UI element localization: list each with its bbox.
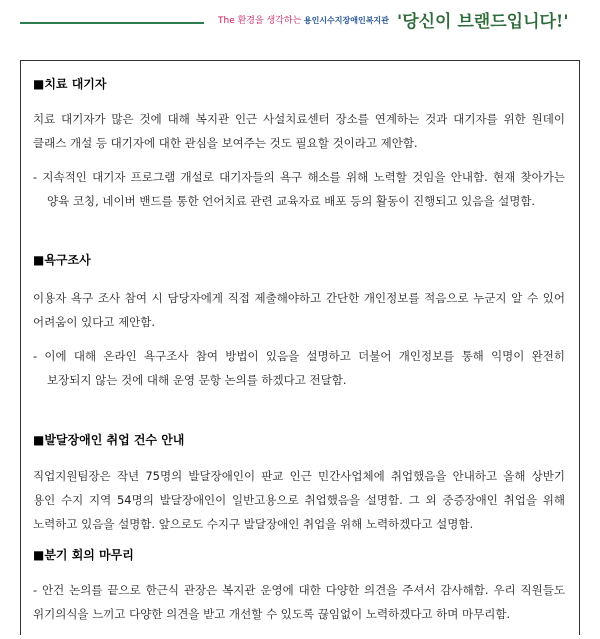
section-bullet-survey: - 이에 대해 온라인 욕구조사 참여 방법이 있음을 설명하고 더불어 개인정보를 통해 익명이 완전히 보장되지 않는 것에 대해 운영 문항 논의를 하겠다고 전달함. xyxy=(33,349,565,387)
section-title-employment: ■발달장애인 취업 건수 안내 xyxy=(33,433,185,447)
document-body xyxy=(20,60,580,635)
section-paragraph-survey: 이용자 욕구 조사 참여 시 담당자에게 직접 제출해야하고 간단한 개인정보를 적음으로 누군지 알 수 있어 어려움이 있다고 제안함. xyxy=(33,291,565,329)
page-header xyxy=(0,0,600,40)
section-title-survey: ■욕구조사 xyxy=(33,253,91,267)
organization-name: 용인시수지장애인복지관 xyxy=(303,16,389,25)
header-slogan xyxy=(218,13,389,26)
section-title-waitlist: ■치료 대기자 xyxy=(33,77,107,91)
section-paragraph-employment: 직업지원팀장은 작년 75명의 발달장애인이 판교 인근 민간사업체에 취업했음을 안내하고 올해 상반기 용인 수지 지역 54명의 발달장애인이 일반고용으로 취업했음을 설명함. 그 외 중증장애인 취업을 위해 노력하고 있음을 설명함. 앞으로도 수지구 발달장애인 취업을 위해 노력하겠다고 설명함. xyxy=(33,469,565,531)
section-title-closing: ■분기 회의 마무리 xyxy=(33,548,134,562)
header-rule xyxy=(20,22,204,24)
brand-slogan: '당신이 브랜드입니다!' xyxy=(397,12,569,32)
section-paragraph-waitlist: 치료 대기자가 많은 것에 대해 복지관 인근 사설치료센터 장소를 연계하는 것과 대기자를 위한 원데이 클래스 개설 등 대기자에 대한 관심을 보여주는 것도 필요할 것이라고 제안함. xyxy=(33,112,565,150)
section-paragraph-closing: - 안건 논의를 끝으로 한근식 관장은 복지관 운영에 대한 다양한 의견을 주셔서 감사해함. 우리 직원들도 위기의식을 느끼고 다양한 의견을 받고 개선할 수 있도록 끊임없이 노력하겠다고 하며 마무리함. xyxy=(33,583,565,621)
slogan-prefix: The 환경을 생각하는 xyxy=(218,16,302,26)
section-bullet-waitlist: - 지속적인 대기자 프로그램 개설로 대기자들의 욕구 해소를 위해 노력할 것임을 안내함. 현재 찾아가는 양육 코칭, 네이버 밴드를 통한 언어치료 관련 교육자료 배포 등의 활동이 진행되고 있음을 설명함. xyxy=(33,170,565,208)
